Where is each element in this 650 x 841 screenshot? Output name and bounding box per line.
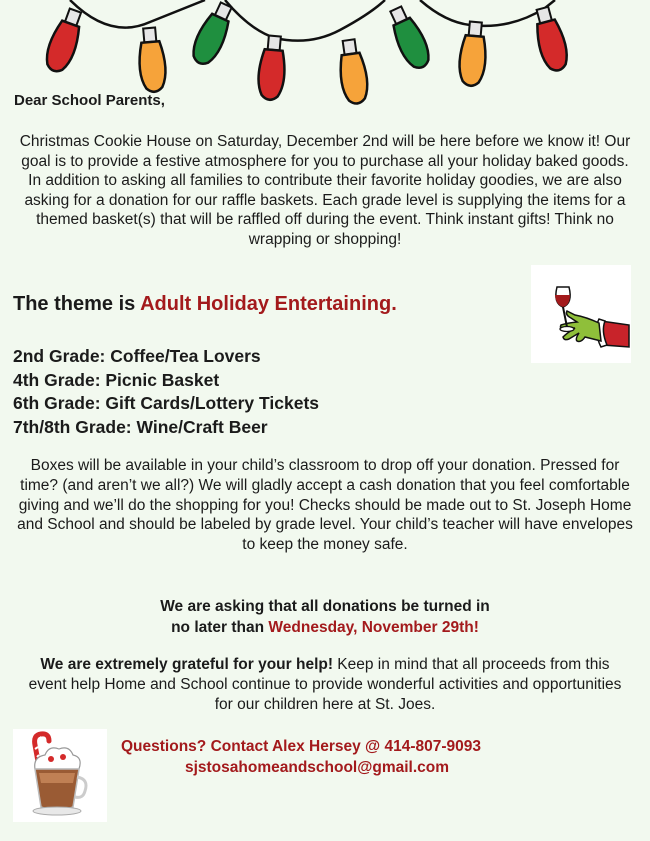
deadline-prefix: no later than bbox=[171, 619, 269, 636]
grinch-hand-wine-image bbox=[531, 265, 631, 363]
grade-item: 4th Grade: Picnic Basket bbox=[13, 369, 220, 390]
theme-heading bbox=[13, 293, 397, 316]
grade-item: 7th/8th Grade: Wine/Craft Beer bbox=[13, 416, 268, 437]
contact-email[interactable]: sjstosahomeandschool@gmail.com bbox=[184, 759, 450, 776]
hot-cocoa-icon bbox=[13, 729, 107, 822]
gratitude-bold: We are extremely grateful for your help! bbox=[40, 656, 333, 673]
gratitude-rest: Keep in mind that all proceeds from this event help Home and School continue to provide wonderful activities and opportunities for our children here at St. Joes. bbox=[28, 656, 622, 713]
gratitude-paragraph bbox=[20, 655, 630, 714]
deadline-line2 bbox=[0, 617, 650, 638]
grade-item: 6th Grade: Gift Cards/Lottery Tickets bbox=[13, 393, 320, 413]
deadline-line1: We are asking that all donations be turned in bbox=[160, 598, 490, 615]
theme-prefix: The theme is bbox=[13, 293, 141, 315]
deadline-date: Wednesday, November 29th! bbox=[268, 619, 479, 636]
grade-theme-list bbox=[13, 345, 319, 439]
donation-instructions: Boxes will be available in your child’s classroom to drop off your donation. Pressed for time? (and aren’t we all?) We will gladly accept a cash donation that you feel comfortable giving and we’ll do the shopping for you! Checks should be made out to St. Joseph Home and School and should be labeled by grade level. Your child’s teacher will have envelopes to keep the money safe. bbox=[17, 457, 633, 554]
greeting: Dear School Parents, bbox=[14, 92, 165, 109]
grade-item: 2nd Grade: Coffee/Tea Lovers bbox=[13, 346, 261, 366]
contact-phone-line: Questions? Contact Alex Hersey @ 414-807-9093 bbox=[121, 738, 481, 755]
intro-paragraph: Christmas Cookie House on Saturday, December 2nd will be here before we know it! Our goal is to provide a festive atmosphere for you to purchase all your holiday baked goods. In addition to asking all families to contribute their favorite holiday goodies, we are also asking for a donation for our raffle baskets. Each grade level is supplying the items for a themed basket(s) that will be raffled off during the event. Think instant gifts! Think no wrapping or shopping! bbox=[19, 133, 631, 248]
contact-info bbox=[121, 736, 523, 778]
theme-name: Adult Holiday Entertaining. bbox=[140, 293, 397, 315]
deadline-notice bbox=[0, 596, 650, 638]
grinch-hand-wine-icon bbox=[531, 265, 631, 363]
hot-cocoa-image bbox=[13, 729, 107, 822]
